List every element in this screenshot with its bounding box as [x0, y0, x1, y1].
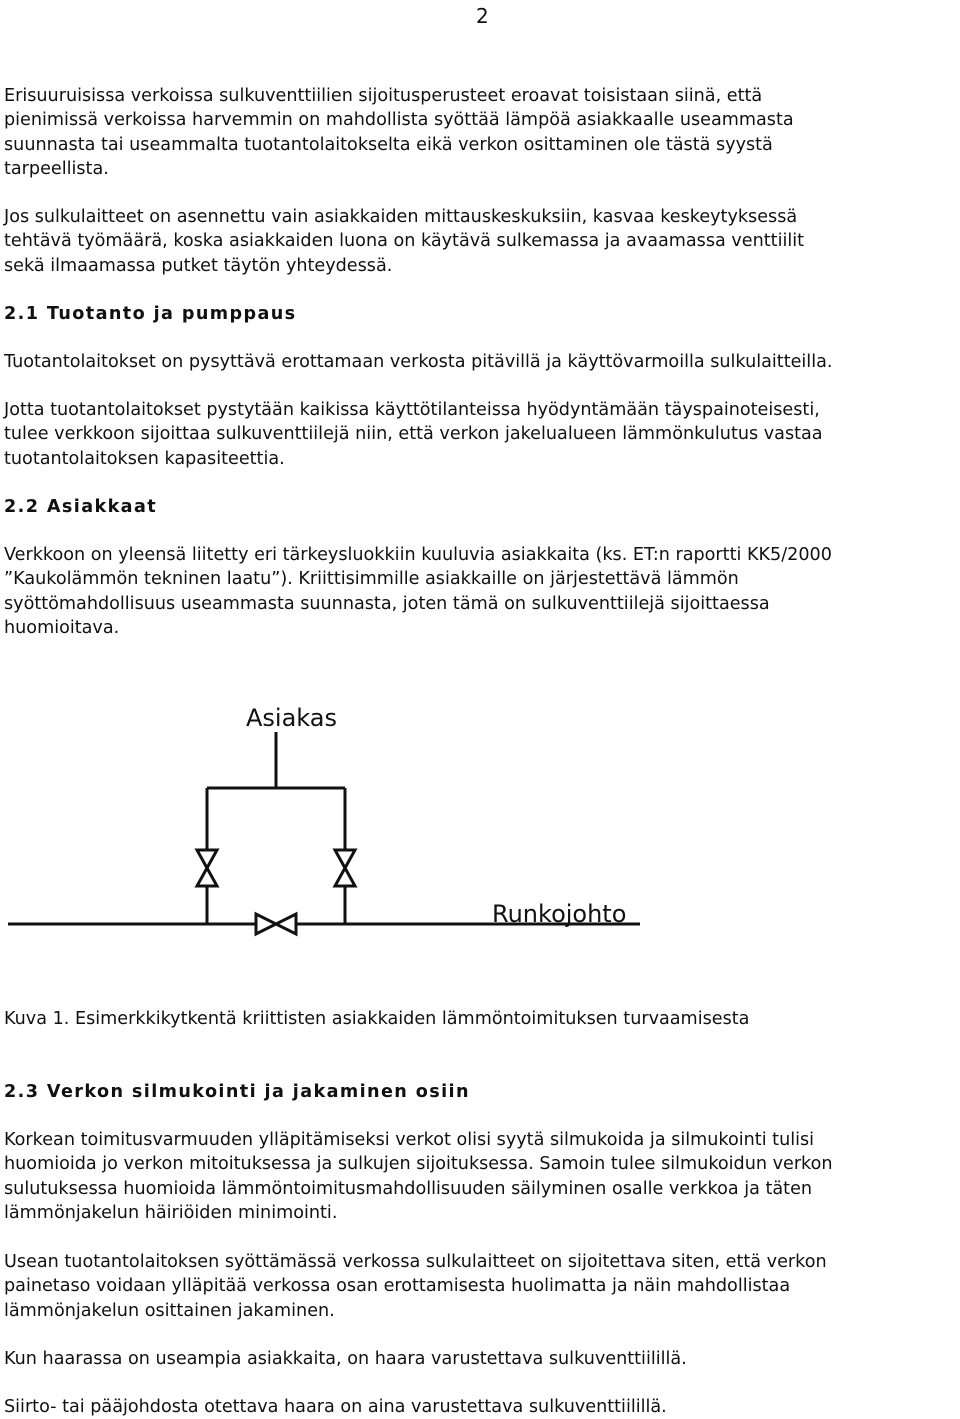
paragraph-multiple-plants: Usean tuotantolaitoksen syöttämässä verkossa sulkulaitteet on sijoitettava siten, että verkon painetaso voidaan ylläpitää verkossa osan erottamisesta huolimatta ja näin mahdollistaa lämmönjakelun osittainen jakaminen. [4, 1252, 827, 1321]
customer-label: Asiakas [246, 704, 337, 732]
figure-caption: Kuva 1. Esimerkkikytkentä kriittisten asiakkaiden lämmöntoimituksen turvaamisesta [4, 1009, 750, 1029]
paragraph-branch-customers: Kun haarassa on useampia asiakkaita, on haara varustettava sulkuventtiilillä. [4, 1349, 687, 1369]
main-pipe-label: Runkojohto [492, 900, 627, 928]
paragraph-network-size: Erisuuruisissa verkoissa sulkuventtiilien sijoitusperusteet eroavat toisistaan siinä, että pienimissä verkoissa harvemmin on mahdollista syöttää lämpöä asiakkaalle useammasta suunnasta tai useammalta tuotantolaitokselta eikä verkon osittaminen ole tästä syystä tarpeellista. [4, 86, 794, 179]
heading-2-2: 2.2 Asiakkaat [4, 497, 158, 517]
paragraph-customers: Verkkoon on yleensä liitetty eri tärkeysluokkiin kuuluvia asiakkaita (ks. ET:n raportti KK5/2000 ”Kaukolämmön tekninen laatu”). Kriittisimmille asiakkaille on järjestettävä lämmön syöttömahdollisuus useammasta suunnasta, joten tämä on sulkuventtiilejä sijoittaessa huomioitava. [4, 545, 832, 638]
paragraph-production-capacity: Jotta tuotantolaitokset pystytään kaikissa käyttötilanteissa hyödyntämään täyspainoteisesti, tulee verkkoon sijoittaa sulkuventtiilejä niin, että verkon jakelualueen lämmönkulutus vastaa tuotantolaitoksen kapasiteettia. [4, 400, 823, 469]
paragraph-looping: Korkean toimitusvarmuuden ylläpitämiseksi verkot olisi syytä silmukoida ja silmukointi tulisi huomioida jo verkon mitoituksessa ja sulkujen sijoituksessa. Samoin tulee silmukoidun verkon sulutuksessa huomioida lämmöntoimitusmahdollisuuden säilyminen osalle verkkoa ja täten lämmönjakelun häiriöiden minimointi. [4, 1130, 833, 1223]
paragraph-branch-valve: Siirto- tai pääjohdosta otettava haara on aina varustettava sulkuventtiilillä. [4, 1397, 667, 1417]
paragraph-production-isolation: Tuotantolaitokset on pysyttävä erottamaan verkosta pitävillä ja käyttövarmoilla sulkulaitteilla. [4, 352, 833, 372]
heading-2-1: 2.1 Tuotanto ja pumppaus [4, 304, 297, 324]
page-number: 2 [476, 4, 489, 28]
figure-connection-diagram [0, 690, 960, 960]
heading-2-3: 2.3 Verkon silmukointi ja jakaminen osiin [4, 1082, 470, 1102]
connection-diagram [0, 690, 960, 960]
paragraph-metering-centres: Jos sulkulaitteet on asennettu vain asiakkaiden mittauskeskuksiin, kasvaa keskeytyksessä tehtävä työmäärä, koska asiakkaiden luona on käytävä sulkemassa ja avaamassa venttiilit sekä ilmaamassa putket täytön yhteydessä. [4, 207, 805, 276]
